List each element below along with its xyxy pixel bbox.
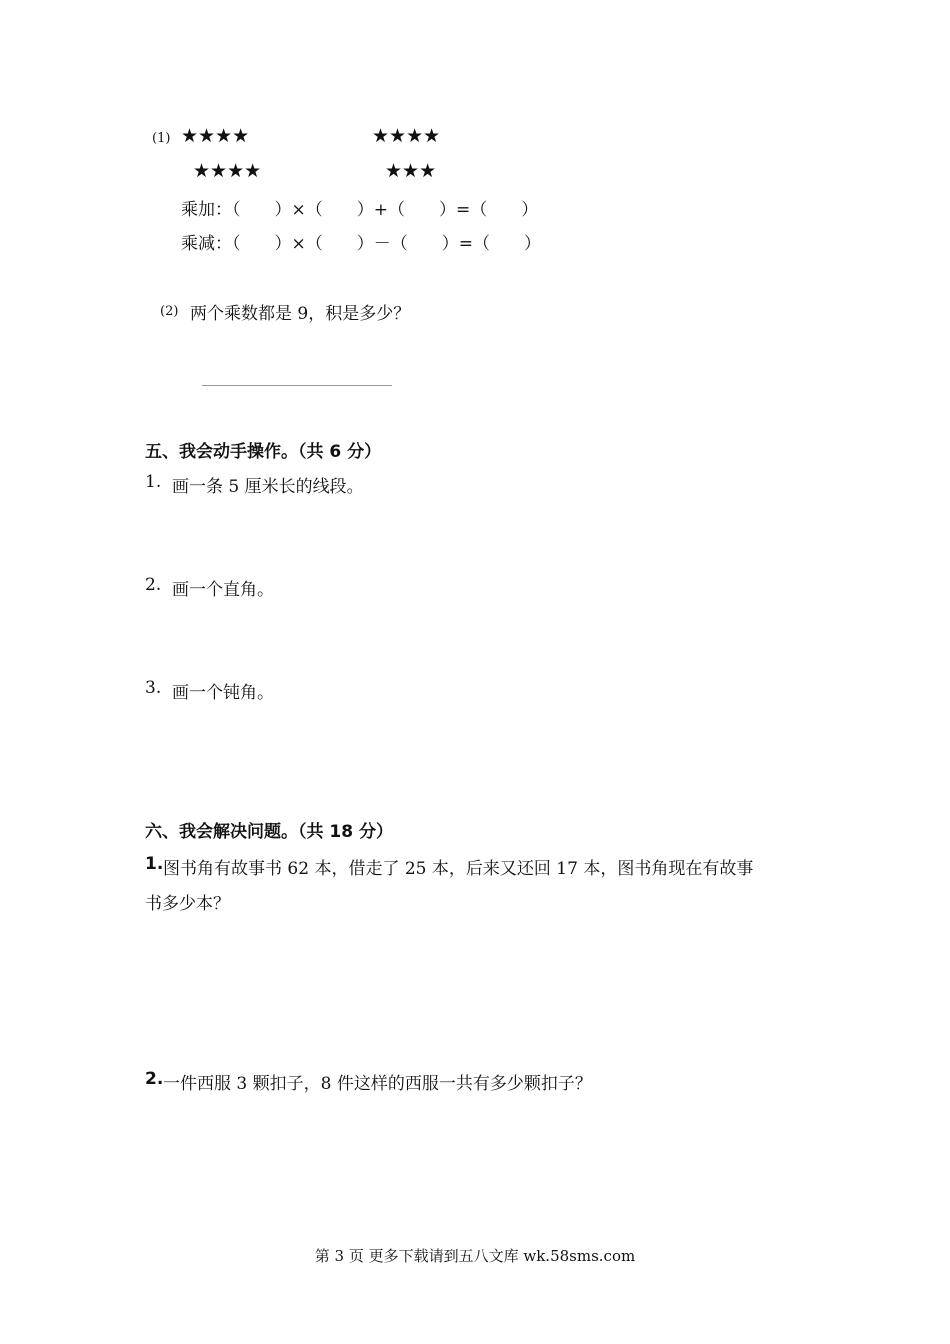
- section6-title: 六、我会解决问题。（共 18 分）: [145, 822, 393, 842]
- section6-q2-num: 2.: [145, 1069, 164, 1089]
- section6-q1-line1: 图书角有故事书 62 本，借走了 25 本，后来又还回 17 本，图书角现在有故事: [163, 859, 754, 879]
- stars-row2-right: ★★★: [385, 160, 437, 182]
- stars-row1-right: ★★★★: [372, 125, 441, 147]
- multiply-subtract-line: 乘减：（ ）×（ ）－（ ）=（ ）: [181, 234, 541, 254]
- section5-title: 五、我会动手操作。（共 6 分）: [145, 442, 382, 462]
- page-footer: 第 3 页 更多下载请到五八文库 wk.58sms.com: [314, 1247, 636, 1265]
- p2-question: 两个乘数都是 9，积是多少？: [190, 304, 411, 324]
- p2-label: (2): [160, 304, 179, 319]
- multiply-add-line: 乘加：（ ）×（ ）+（ ）=（ ）: [181, 200, 539, 220]
- stars-row1-left: ★★★★: [181, 125, 250, 147]
- section5-item2-num: 2.: [145, 575, 162, 595]
- answer-line: [202, 385, 392, 386]
- p1-label: (1): [152, 131, 171, 146]
- section5-item3-text: 画一个钝角。: [172, 683, 274, 703]
- section5-item1-num: 1.: [145, 472, 162, 492]
- section5-item2-text: 画一个直角。: [172, 580, 274, 600]
- section6-q1-num: 1.: [145, 854, 164, 874]
- section6-q1-line2: 书多少本？: [145, 894, 230, 914]
- stars-row2-left: ★★★★: [193, 160, 262, 182]
- section5-item1-text: 画一条 5 厘米长的线段。: [172, 477, 364, 497]
- section5-item3-num: 3.: [145, 678, 162, 698]
- section6-q2-text: 一件西服 3 颗扣子，8 件这样的西服一共有多少颗扣子？: [163, 1074, 592, 1094]
